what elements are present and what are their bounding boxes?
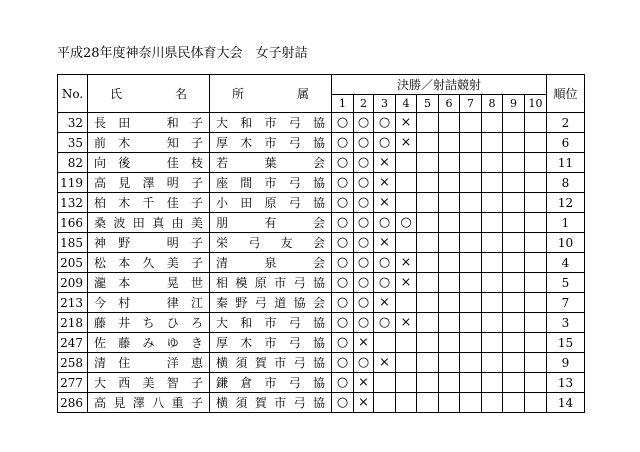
- rank-value: 12: [547, 193, 585, 213]
- shot-result: [417, 233, 439, 253]
- entry-number: 258: [58, 353, 88, 373]
- shot-result: [396, 193, 417, 213]
- shot-result: [417, 333, 439, 353]
- archer-name: 桑波田真由美: [88, 213, 210, 233]
- shot-result: [503, 253, 525, 273]
- shot-result: ○: [354, 133, 374, 153]
- header-shot-2: 2: [354, 95, 374, 113]
- rank-value: 8: [547, 173, 585, 193]
- header-name-a: 氏: [110, 86, 123, 101]
- club-name: 大和市弓協: [210, 113, 332, 133]
- shot-result: [439, 293, 460, 313]
- archer-name: 高見澤八重子: [88, 393, 210, 413]
- entry-number: 277: [58, 373, 88, 393]
- club-name: 若葉会: [210, 153, 332, 173]
- archer-name: 佐藤みゆき: [88, 333, 210, 353]
- shot-result: ○: [374, 113, 396, 133]
- shot-result: [439, 393, 460, 413]
- shot-result: ○: [332, 293, 354, 313]
- club-name: 大和市弓協: [210, 313, 332, 333]
- archer-name: 瀧本 晃世: [88, 273, 210, 293]
- shot-result: [482, 193, 503, 213]
- shot-result: ○: [354, 233, 374, 253]
- club-name: 厚木市弓協: [210, 333, 332, 353]
- rank-value: 6: [547, 133, 585, 153]
- entry-number: 119: [58, 173, 88, 193]
- shot-result: ○: [374, 133, 396, 153]
- shot-result: [396, 233, 417, 253]
- entry-number: 35: [58, 133, 88, 153]
- header-no: No.: [58, 75, 88, 113]
- shot-result: [503, 313, 525, 333]
- shot-result: ○: [332, 113, 354, 133]
- shot-result: ○: [354, 193, 374, 213]
- shot-result: [503, 113, 525, 133]
- shot-result: [396, 333, 417, 353]
- shot-result: ○: [332, 333, 354, 353]
- shot-result: [460, 253, 482, 273]
- header-shot-1: 1: [332, 95, 354, 113]
- entry-number: 247: [58, 333, 88, 353]
- header-shot-4: 4: [396, 95, 417, 113]
- shot-result: [503, 293, 525, 313]
- club-name: 朋有会: [210, 213, 332, 233]
- shot-result: ○: [354, 313, 374, 333]
- table-row: [58, 173, 585, 193]
- shot-result: ×: [374, 353, 396, 373]
- shot-result: ○: [354, 213, 374, 233]
- shot-result: ×: [396, 133, 417, 153]
- shot-result: [460, 153, 482, 173]
- shot-result: ○: [354, 113, 374, 133]
- rank-value: 13: [547, 373, 585, 393]
- shot-result: ○: [354, 153, 374, 173]
- shot-result: [482, 253, 503, 273]
- shot-result: [482, 153, 503, 173]
- table-row: [58, 353, 585, 373]
- club-name: 厚木市弓協: [210, 133, 332, 153]
- club-name: 鎌倉市弓協: [210, 373, 332, 393]
- archer-name: 大西美智子: [88, 373, 210, 393]
- rank-value: 7: [547, 293, 585, 313]
- club-name: 清泉会: [210, 253, 332, 273]
- shot-result: [374, 393, 396, 413]
- club-name: 秦野弓道協会: [210, 293, 332, 313]
- shot-result: [417, 193, 439, 213]
- shot-result: [503, 233, 525, 253]
- shot-result: [439, 373, 460, 393]
- shot-result: ×: [374, 293, 396, 313]
- header-club: [210, 75, 332, 113]
- table-row: [58, 253, 585, 273]
- entry-number: 32: [58, 113, 88, 133]
- shot-result: [482, 313, 503, 333]
- header-rank: 順位: [547, 75, 585, 113]
- table-row: [58, 293, 585, 313]
- shot-result: [460, 193, 482, 213]
- shot-result: [460, 293, 482, 313]
- shot-result: [417, 253, 439, 273]
- shot-result: [503, 153, 525, 173]
- archer-name: 柏木千佳子: [88, 193, 210, 213]
- table-row: [58, 373, 585, 393]
- shot-result: [503, 213, 525, 233]
- shot-result: [396, 353, 417, 373]
- shot-result: [525, 173, 547, 193]
- shot-result: [396, 393, 417, 413]
- table-row: [58, 133, 585, 153]
- shot-result: ○: [354, 353, 374, 373]
- shot-result: ×: [396, 313, 417, 333]
- shot-result: ○: [354, 273, 374, 293]
- club-name: 栄弓友会: [210, 233, 332, 253]
- shot-result: ×: [396, 113, 417, 133]
- shot-result: ○: [332, 373, 354, 393]
- shot-result: [482, 233, 503, 253]
- shot-result: [439, 233, 460, 253]
- rank-value: 5: [547, 273, 585, 293]
- archer-name: 神野 明子: [88, 233, 210, 253]
- shot-result: ○: [332, 253, 354, 273]
- shot-result: [460, 133, 482, 153]
- shot-result: ×: [354, 333, 374, 353]
- header-name-b: 名: [174, 86, 187, 101]
- shot-result: [503, 133, 525, 153]
- club-name: 横須賀市弓協: [210, 393, 332, 413]
- shot-result: [525, 213, 547, 233]
- club-name: 小田原弓協: [210, 193, 332, 213]
- shot-result: [439, 133, 460, 153]
- shot-result: [525, 333, 547, 353]
- shot-result: [417, 173, 439, 193]
- entry-number: 82: [58, 153, 88, 173]
- header-club-a: 所: [232, 86, 245, 101]
- shot-result: [460, 213, 482, 233]
- header-shot-9: 9: [503, 95, 525, 113]
- shot-result: [460, 233, 482, 253]
- shot-result: [460, 373, 482, 393]
- header-shot-6: 6: [439, 95, 460, 113]
- shot-result: [503, 373, 525, 393]
- shot-result: ×: [354, 393, 374, 413]
- shot-result: ○: [332, 273, 354, 293]
- shot-result: [503, 333, 525, 353]
- shot-result: [439, 253, 460, 273]
- shot-result: [525, 273, 547, 293]
- shot-result: [396, 293, 417, 313]
- shot-result: [460, 333, 482, 353]
- header-shot-3: 3: [374, 95, 396, 113]
- rank-value: 14: [547, 393, 585, 413]
- shot-result: [503, 393, 525, 413]
- rank-value: 15: [547, 333, 585, 353]
- club-name: 横須賀市弓協: [210, 353, 332, 373]
- rank-value: 4: [547, 253, 585, 273]
- club-name: 相模原市弓協: [210, 273, 332, 293]
- shot-result: [460, 173, 482, 193]
- shot-result: [482, 273, 503, 293]
- shot-result: [460, 393, 482, 413]
- shot-result: [482, 173, 503, 193]
- shot-result: [417, 313, 439, 333]
- shot-result: [460, 313, 482, 333]
- shot-result: ○: [332, 353, 354, 373]
- archer-name: 高見澤明子: [88, 173, 210, 193]
- shot-result: [417, 153, 439, 173]
- results-table: [57, 74, 585, 413]
- entry-number: 286: [58, 393, 88, 413]
- shot-result: [482, 293, 503, 313]
- shot-result: [525, 293, 547, 313]
- shot-result: [525, 373, 547, 393]
- shot-result: [396, 153, 417, 173]
- shot-result: [439, 313, 460, 333]
- club-name: 座間市弓協: [210, 173, 332, 193]
- shot-result: ○: [374, 313, 396, 333]
- shot-result: [417, 213, 439, 233]
- shot-result: [439, 213, 460, 233]
- shot-result: ○: [332, 313, 354, 333]
- shot-result: [439, 153, 460, 173]
- table-row: [58, 113, 585, 133]
- archer-name: 長田 和子: [88, 113, 210, 133]
- rank-value: 3: [547, 313, 585, 333]
- header-final: 決勝／射詰競射: [332, 75, 547, 95]
- shot-result: ○: [332, 193, 354, 213]
- shot-result: ○: [332, 213, 354, 233]
- shot-result: ×: [374, 173, 396, 193]
- header-shot-7: 7: [460, 95, 482, 113]
- document-title: 平成28年度神奈川県民体育大会 女子射詰: [57, 46, 308, 61]
- rank-value: 1: [547, 213, 585, 233]
- header-shot-5: 5: [417, 95, 439, 113]
- archer-name: 前木 知子: [88, 133, 210, 153]
- shot-result: ○: [332, 133, 354, 153]
- shot-result: ○: [354, 253, 374, 273]
- table-row: [58, 213, 585, 233]
- table-row: [58, 313, 585, 333]
- shot-result: [396, 373, 417, 393]
- shot-result: ○: [374, 213, 396, 233]
- shot-result: [417, 293, 439, 313]
- shot-result: ○: [374, 273, 396, 293]
- entry-number: 218: [58, 313, 88, 333]
- shot-result: [503, 353, 525, 373]
- header-shot-10: 10: [525, 95, 547, 113]
- shot-result: [503, 173, 525, 193]
- archer-name: 藤井ちひろ: [88, 313, 210, 333]
- entry-number: 209: [58, 273, 88, 293]
- shot-result: [460, 273, 482, 293]
- shot-result: [439, 113, 460, 133]
- shot-result: [460, 353, 482, 373]
- shot-result: [439, 173, 460, 193]
- entry-number: 132: [58, 193, 88, 213]
- shot-result: ×: [396, 253, 417, 273]
- shot-result: ○: [374, 253, 396, 273]
- shot-result: ×: [374, 193, 396, 213]
- shot-result: [482, 333, 503, 353]
- shot-result: ○: [332, 153, 354, 173]
- shot-result: [482, 113, 503, 133]
- shot-result: [439, 333, 460, 353]
- shot-result: ×: [374, 153, 396, 173]
- shot-result: [482, 353, 503, 373]
- shot-result: [417, 113, 439, 133]
- shot-result: [525, 233, 547, 253]
- archer-name: 向後 佳枝: [88, 153, 210, 173]
- shot-result: [482, 373, 503, 393]
- entry-number: 166: [58, 213, 88, 233]
- rank-value: 9: [547, 353, 585, 373]
- shot-result: [374, 333, 396, 353]
- shot-result: [525, 313, 547, 333]
- shot-result: [525, 393, 547, 413]
- shot-result: ○: [354, 293, 374, 313]
- shot-result: [482, 393, 503, 413]
- shot-result: [525, 133, 547, 153]
- table-row: [58, 233, 585, 253]
- header-club-b: 属: [296, 86, 309, 101]
- shot-result: [482, 213, 503, 233]
- shot-result: [374, 373, 396, 393]
- shot-result: ×: [396, 273, 417, 293]
- shot-result: [439, 193, 460, 213]
- shot-result: [417, 133, 439, 153]
- shot-result: ×: [374, 233, 396, 253]
- shot-result: ○: [332, 393, 354, 413]
- shot-result: [439, 273, 460, 293]
- shot-result: ○: [332, 173, 354, 193]
- header-shot-8: 8: [482, 95, 503, 113]
- rank-value: 2: [547, 113, 585, 133]
- entry-number: 185: [58, 233, 88, 253]
- shot-result: [525, 153, 547, 173]
- shot-result: [460, 113, 482, 133]
- shot-result: [417, 353, 439, 373]
- shot-result: [503, 273, 525, 293]
- shot-result: [525, 253, 547, 273]
- shot-result: ○: [354, 173, 374, 193]
- shot-result: ○: [332, 233, 354, 253]
- table-row: [58, 153, 585, 173]
- shot-result: [439, 353, 460, 373]
- shot-result: [417, 273, 439, 293]
- rank-value: 11: [547, 153, 585, 173]
- archer-name: 松本久美子: [88, 253, 210, 273]
- table-row: [58, 193, 585, 213]
- archer-name: 今村 律江: [88, 293, 210, 313]
- entry-number: 213: [58, 293, 88, 313]
- table-row: [58, 273, 585, 293]
- shot-result: [503, 193, 525, 213]
- shot-result: [525, 353, 547, 373]
- shot-result: ○: [396, 213, 417, 233]
- shot-result: [482, 133, 503, 153]
- archer-name: 清住 洋恵: [88, 353, 210, 373]
- entry-number: 205: [58, 253, 88, 273]
- shot-result: ×: [354, 373, 374, 393]
- shot-result: [417, 373, 439, 393]
- table-row: [58, 393, 585, 413]
- rank-value: 10: [547, 233, 585, 253]
- header-name: [88, 75, 210, 113]
- shot-result: [396, 173, 417, 193]
- shot-result: [525, 193, 547, 213]
- shot-result: [525, 113, 547, 133]
- shot-result: [417, 393, 439, 413]
- table-row: [58, 333, 585, 353]
